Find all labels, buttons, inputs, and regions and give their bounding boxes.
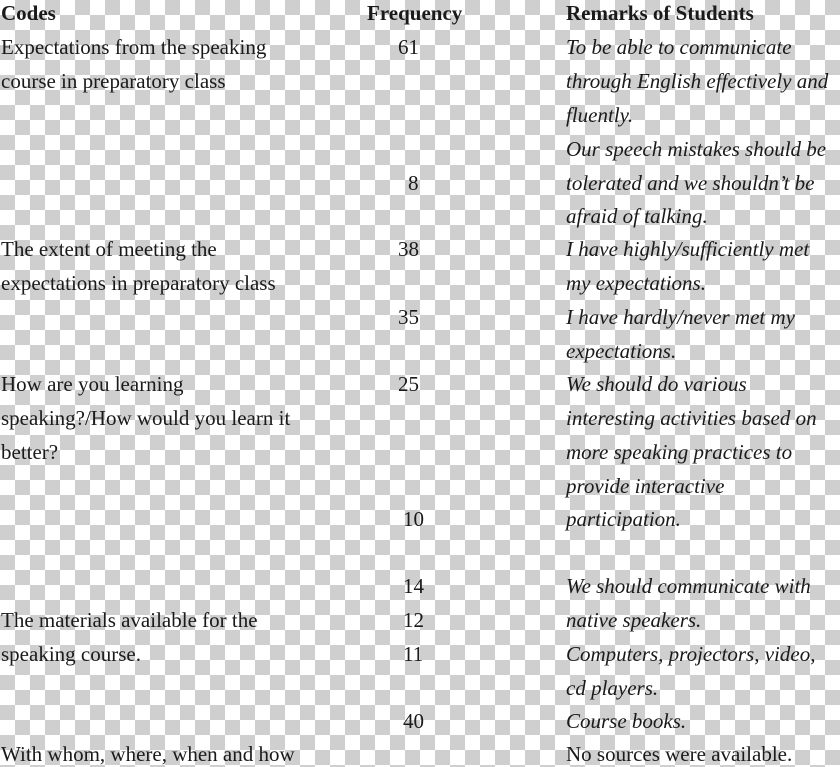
code-line: speaking?/How would you learn it <box>1 406 291 430</box>
code-line: The materials available for the <box>1 608 258 632</box>
header-remarks: Remarks of Students <box>566 1 754 25</box>
remark-line: native speakers. <box>566 608 702 632</box>
remark-line: more speaking practices to <box>566 440 793 464</box>
remark-line: fluently. <box>566 103 634 127</box>
code-line: With whom, where, when and how <box>1 742 295 766</box>
remark-line: No sources were available. <box>566 742 793 766</box>
remark-line: Our speech mistakes should be <box>566 137 827 161</box>
frequency-value: 14 <box>403 574 424 598</box>
remark-line: participation. <box>566 507 681 531</box>
remark-line: afraid of talking. <box>566 204 708 228</box>
remark-line: To be able to communicate <box>566 35 792 59</box>
code-line: Expectations from the speaking <box>1 35 267 59</box>
remark-line: provide interactive <box>566 474 725 498</box>
code-line: How are you learning <box>1 372 184 396</box>
frequency-value: 12 <box>403 608 424 632</box>
header-frequency: Frequency <box>367 1 463 25</box>
frequency-value: 10 <box>403 507 424 531</box>
remark-line: interesting activities based on <box>566 406 817 430</box>
frequency-value: 25 <box>398 372 419 396</box>
code-line: speaking course. <box>1 642 141 666</box>
remark-line: I have hardly/never met my <box>566 305 795 329</box>
frequency-value: 8 <box>408 171 419 195</box>
code-line: better? <box>1 440 59 464</box>
remark-line: cd players. <box>566 676 659 700</box>
remark-line: I have highly/sufficiently met <box>566 237 810 261</box>
frequency-value: 38 <box>398 237 419 261</box>
remark-line: Computers, projectors, video, <box>566 642 816 666</box>
frequency-value: 40 <box>403 709 424 733</box>
code-line: The extent of meeting the <box>1 237 217 261</box>
remark-line: Course books. <box>566 709 687 733</box>
remark-line: We should do various <box>566 372 747 396</box>
remark-line: through English effectively and <box>566 69 829 93</box>
remark-line: expectations. <box>566 339 677 363</box>
frequency-value: 35 <box>398 305 419 329</box>
frequency-value: 61 <box>398 35 419 59</box>
remark-line: my expectations. <box>566 271 706 295</box>
code-line: expectations in preparatory class <box>1 271 276 295</box>
code-line: course in preparatory class <box>1 69 226 93</box>
header-codes: Codes <box>1 1 56 25</box>
frequency-value: 11 <box>403 642 424 666</box>
remark-line: We should communicate with <box>566 574 811 598</box>
remark-line: tolerated and we shouldn’t be <box>566 171 815 195</box>
